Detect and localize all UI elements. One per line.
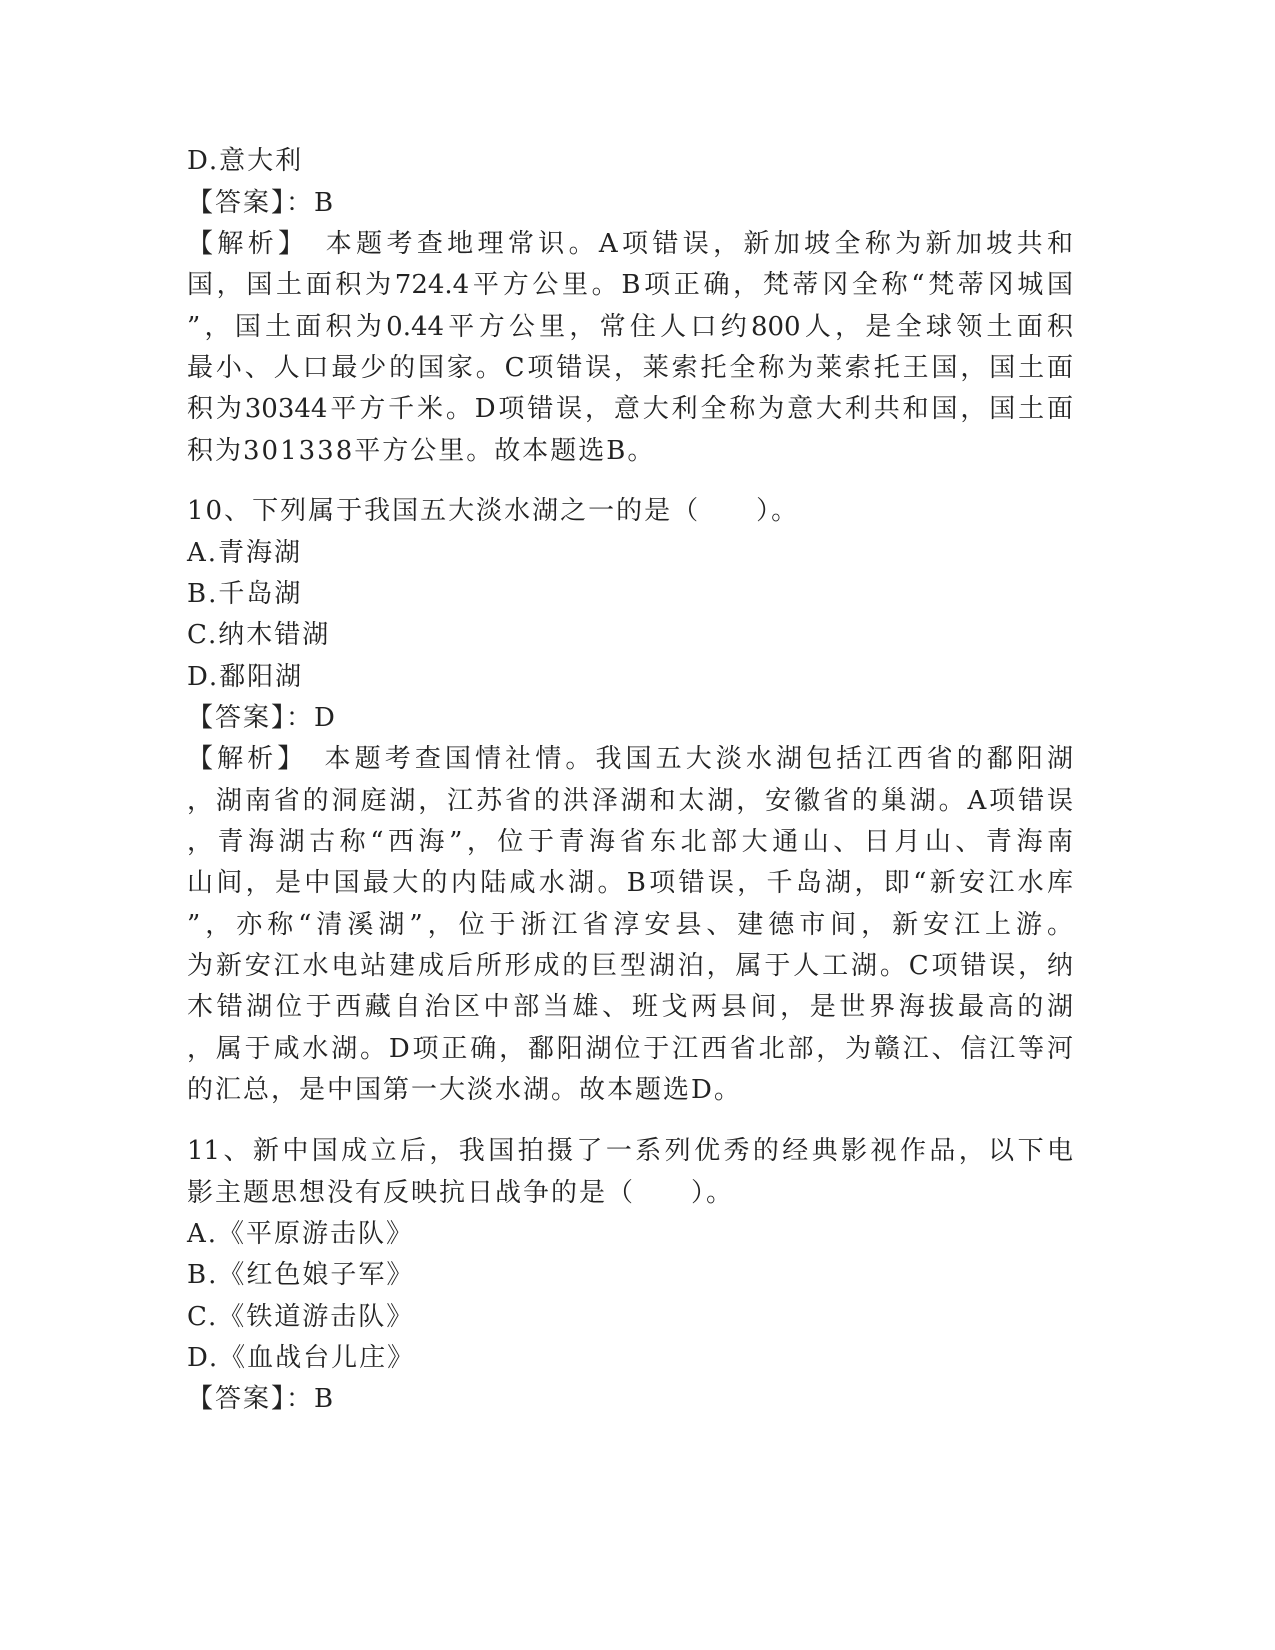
q11-stem-line: 影主题思想没有反映抗日战争的是（ ）。 xyxy=(187,1178,735,1208)
q10-analysis-line: 为新安江水电站建成后所形成的巨型湖泊，属于人工湖。C项错误，纳 xyxy=(187,951,1073,981)
q10-analysis-line: 的汇总，是中国第一大淡水湖。故本题选D。 xyxy=(187,1075,742,1105)
q9-analysis-line: 【解析】 本题考查地理常识。A项错误，新加坡全称为新加坡共和 xyxy=(187,229,1073,259)
q10-answer: 【答案】：D xyxy=(187,703,337,733)
q11-option-b: B.《红色娘子军》 xyxy=(187,1260,415,1290)
q9-analysis-line: ”，国土面积为0.44平方公里，常住人口约800人，是全球领土面积 xyxy=(187,312,1073,342)
q11-stem-line: 11、新中国成立后，我国拍摄了一系列优秀的经典影视作品，以下电 xyxy=(187,1136,1073,1166)
q9-analysis-line: 积为301338平方公里。故本题选B。 xyxy=(187,436,656,466)
q10-option-a: A.青海湖 xyxy=(187,538,303,568)
q10-analysis-line: ”，亦称“清溪湖”，位于浙江省淳安县、建德市间，新安江上游。 xyxy=(187,910,1073,940)
q9-answer: 【答案】：B xyxy=(187,188,336,218)
q10-analysis-line: 【解析】 本题考查国情社情。我国五大淡水湖包括江西省的鄱阳湖 xyxy=(187,744,1073,774)
q10-option-c: C.纳木错湖 xyxy=(187,620,331,650)
q10-analysis-line: 山间，是中国最大的内陆咸水湖。B项错误，千岛湖，即“新安江水库 xyxy=(187,868,1073,898)
q9-analysis-line: 积为30344平方千米。D项错误，意大利全称为意大利共和国，国土面 xyxy=(187,394,1073,424)
q10-option-b: B.千岛湖 xyxy=(187,579,303,609)
q10-analysis-line: ，湖南省的洞庭湖，江苏省的洪泽湖和太湖，安徽省的巢湖。A项错误 xyxy=(187,786,1073,816)
q10-analysis-line: 木错湖位于西藏自治区中部当雄、班戈两县间，是世界海拔最高的湖 xyxy=(187,992,1073,1022)
q10-option-d: D.鄱阳湖 xyxy=(187,662,304,692)
q11-answer: 【答案】：B xyxy=(187,1384,336,1414)
q10-analysis-line: ，青海湖古称“西海”，位于青海省东北部大通山、日月山、青海南 xyxy=(187,827,1073,857)
q10-stem: 10、下列属于我国五大淡水湖之一的是（ ）。 xyxy=(187,496,800,526)
q11-option-c: C.《铁道游击队》 xyxy=(187,1302,415,1332)
q10-analysis-line: ，属于咸水湖。D项正确，鄱阳湖位于江西省北部，为赣江、信江等河 xyxy=(187,1034,1073,1064)
q11-option-a: A.《平原游击队》 xyxy=(187,1219,415,1249)
q9-analysis-line: 国，国土面积为724.4平方公里。B项正确，梵蒂冈全称“梵蒂冈城国 xyxy=(187,270,1073,300)
q11-option-d: D.《血战台儿庄》 xyxy=(187,1343,416,1373)
q9-analysis-line: 最小、人口最少的国家。C项错误，莱索托全称为莱索托王国，国土面 xyxy=(187,353,1073,383)
q9-option-d: D.意大利 xyxy=(187,146,304,176)
